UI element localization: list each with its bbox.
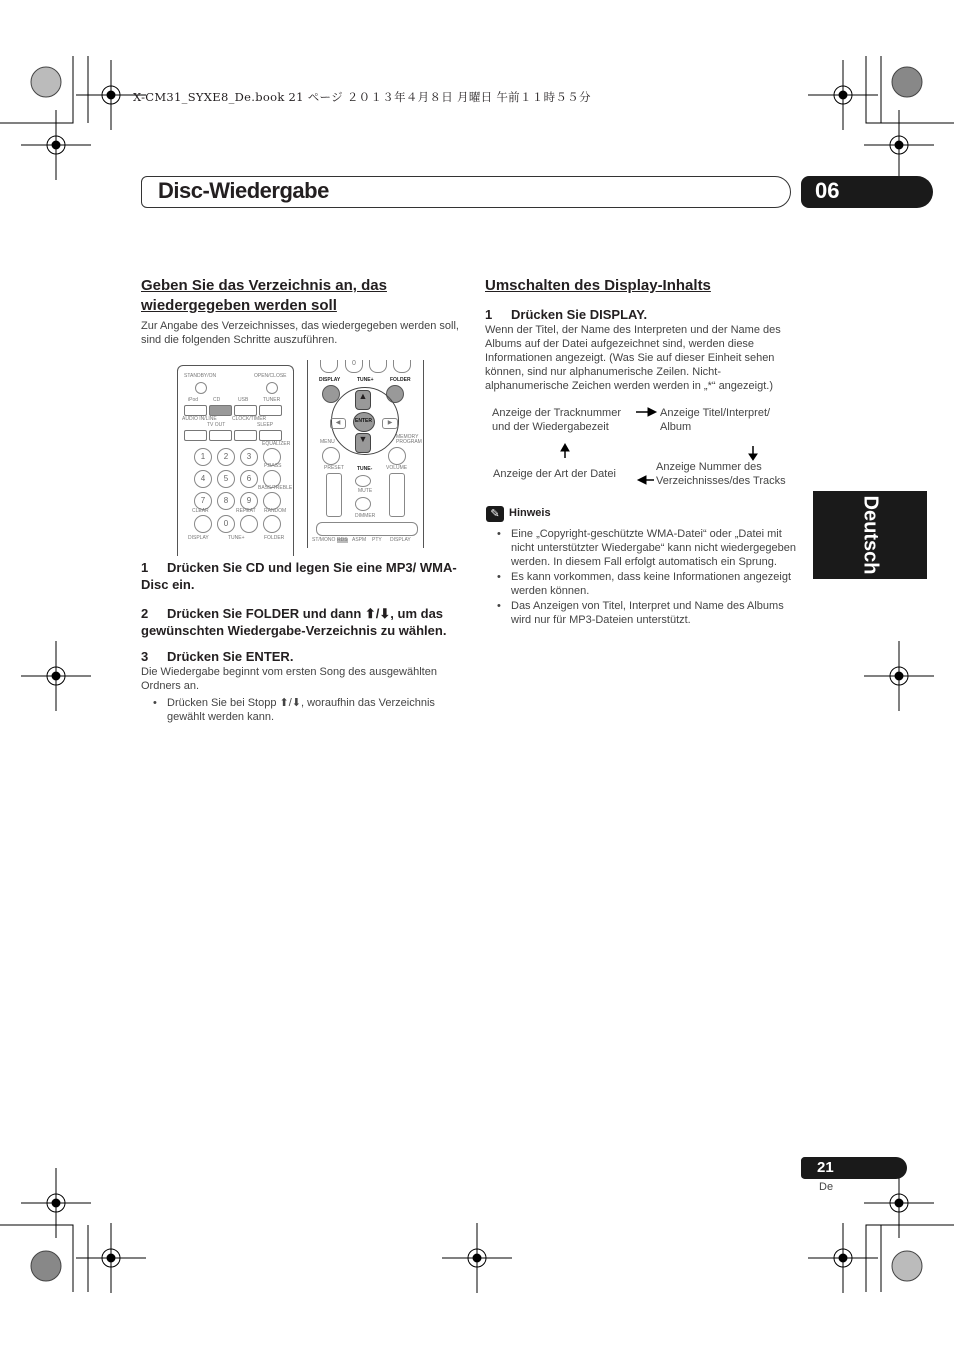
remote-label: RANDOM [264,508,287,514]
registration-mark [21,641,91,711]
up-arrow-icon: ▲ [355,390,371,410]
remote-label: AUDIO IN/LINE [182,416,217,422]
step-2 [141,605,461,639]
chapter-number: 06 [815,178,840,203]
remote-digit-button: 4 [194,470,212,488]
remote-label: PTY [372,537,382,543]
diagram-track-time: Anzeige der Tracknummer und der Wiedergabezeit [492,407,621,433]
power-icon [195,382,207,394]
remote-label: EQUALIZER [262,441,291,447]
remote-label: ENTER [355,418,372,424]
diagram-title-artist: Anzeige Titel/Interpret/ Album [660,407,771,433]
step-text: Drücken Sie DISPLAY. [511,307,648,322]
step-3 [141,648,461,665]
remote-button [259,405,282,416]
step-text: Drücken Sie ENTER. [167,649,294,664]
left-column [141,276,461,347]
remote-illustration-left [177,365,294,556]
note-title: Hinweis [509,507,551,519]
registration-mark [808,60,878,130]
registration-mark [76,1223,146,1293]
remote-digit-button: 6 [240,470,258,488]
remote-button [184,430,207,441]
remote-label: TUNE+ [228,535,245,541]
remote-button [209,430,232,441]
remote-digit-button: 2 [217,448,235,466]
step-number: 1 [485,307,493,322]
down-arrow-icon: ▼ [355,433,371,453]
page-language: De [819,1181,834,1193]
remote-label: iPod [188,397,199,403]
remote-label: ST/MONO [312,537,336,543]
remote-label: RDS [337,537,348,543]
remote-label: VOLUME [386,465,408,471]
remote-label: TUNER [263,397,281,403]
remote-label: ASPM [352,537,367,543]
remote-label: STANDBY/ON [184,373,217,379]
remote-label: MEMORY PROGRAM [396,434,422,445]
note-item: • Eine „Copyright-geschützte WMA-Datei“ oder „Datei mit nicht unterstützter Wiedergabe“ kann nicht wiedergegeben werden. In diesem Fall erfolgt automatisch ein Sprung. [485,527,803,569]
color-target [892,67,922,97]
note-item: • Das Anzeigen von Titel, Interpret und Name des Albums wird nur für MP3-Dateien unterstützt. [485,599,803,627]
remote-label: DISPLAY [319,377,341,383]
remote-label: CLOCK/TIMER [232,416,267,422]
chapter-title-bar [141,176,791,208]
section-heading-folder: Geben Sie das Verzeichnis an, das wiedergegeben werden soll [141,277,387,314]
steps-left [141,559,461,725]
remote-digit-button: 9 [240,492,258,510]
remote-button [259,430,282,441]
remote-label: FOLDER [390,377,411,383]
remote-label: DISPLAY [390,537,411,543]
step-number: 3 [141,649,149,664]
remote-label: TUNE+ [357,377,374,383]
remote-label: USB [238,397,249,403]
diagram-file-type: Anzeige der Art der Datei [493,468,616,480]
language-tab [813,491,927,579]
remote-label: PRESET [324,465,345,471]
registration-mark [442,1223,512,1293]
remote-label: CLEAR [192,508,209,514]
intro-text: Zur Angabe des Verzeichnisses, das wiedergegeben werden soll, sind die folgenden Schritte auszuführen. [141,320,459,346]
step-number: 2 [141,606,149,621]
remote-label: FOLDER [264,535,285,541]
color-target [31,1251,61,1281]
registration-mark [808,1223,878,1293]
file-header: X-CM31_SYXE8_De.book 21 ページ ２０１３年４月８日 月曜日 午前１１時５５分 [133,90,591,104]
remote-label: P.BASS [264,463,282,469]
step-1-display [485,306,803,323]
remote-label: TV OUT [207,422,226,428]
chapter-number-tab [801,176,933,208]
registration-mark [21,1168,91,1238]
remote-label: DISPLAY [188,535,209,541]
page-title: Disc-Wiedergabe [158,178,329,203]
remote-button-0: 0 [345,360,363,373]
remote-button [209,405,232,416]
step-number: 1 [141,560,149,575]
step-text: Drücken Sie FOLDER und dann ⬆/⬇, um das gewünschten Wiedergabe-Verzeichnis zu wählen. [141,606,447,638]
registration-mark [864,641,934,711]
language-label: Deutsch [859,495,882,575]
remote-digit-button: 5 [217,470,235,488]
remote-label: MUTE [358,488,373,494]
note-item: • Es kann vorkommen, dass keine Informationen angezeigt werden können. [485,570,803,598]
eject-icon [266,382,278,394]
remote-digit-button: 8 [217,492,235,510]
step-1 [141,559,461,593]
page-number-tab [801,1157,907,1179]
color-target [892,1251,922,1281]
diagram-arrows [480,400,810,500]
remote-digit-button: 0 [217,515,235,533]
bullet-item: • Drücken Sie bei Stopp ⬆/⬇, woraufhin das Verzeichnis gewählt werden kann. [141,696,461,724]
right-column [485,276,803,393]
remote-button [184,405,207,416]
remote-button [234,405,257,416]
remote-label: REPEAT [236,508,256,514]
remote-label: CD [213,397,221,403]
remote-label: BASS/TREBLE [258,485,293,491]
remote-digit-button: 3 [240,448,258,466]
remote-label: TUNE- [357,466,373,472]
registration-mark [864,110,934,180]
step-3-body: Die Wiedergabe beginnt vom ersten Song des ausgewählten Ordners an. [141,666,437,692]
section-heading-display: Umschalten des Display-Inhalts [485,277,711,294]
registration-mark [21,110,91,180]
remote-label: DIMMER [355,513,376,519]
remote-digit-button: 7 [194,492,212,510]
remote-digit-button: 1 [194,448,212,466]
left-arrow-icon: ◀ [330,418,346,429]
remote-label: SLEEP [257,422,274,428]
color-target [31,67,61,97]
display-body: Wenn der Titel, der Name des Interpreten und der Name des Albums auf der Datei aufgezeichnet sind, werden diese Informationen angezeigt. (Was Sie auf dieser Einheit sehen können, sind nur alphanumerische Zeilen. Nicht-alphanumerische Zeichen werden werden in „*“ angezeigt.) [485,324,781,392]
note-list [485,527,803,628]
right-arrow-icon: ▶ [382,418,398,429]
remote-label: OPEN/CLOSE [254,373,287,379]
diagram-folder-track: Anzeige Nummer des Verzeichnisses/des Tracks [656,461,786,487]
page-number: 21 [817,1159,834,1176]
remote-illustration-right [307,360,424,548]
remote-label: MENU [320,439,335,445]
remote-button [234,430,257,441]
note-pencil-icon: ✎ [486,506,504,522]
step-text: Drücken Sie CD und legen Sie eine MP3/ WMA-Disc ein. [141,560,457,592]
